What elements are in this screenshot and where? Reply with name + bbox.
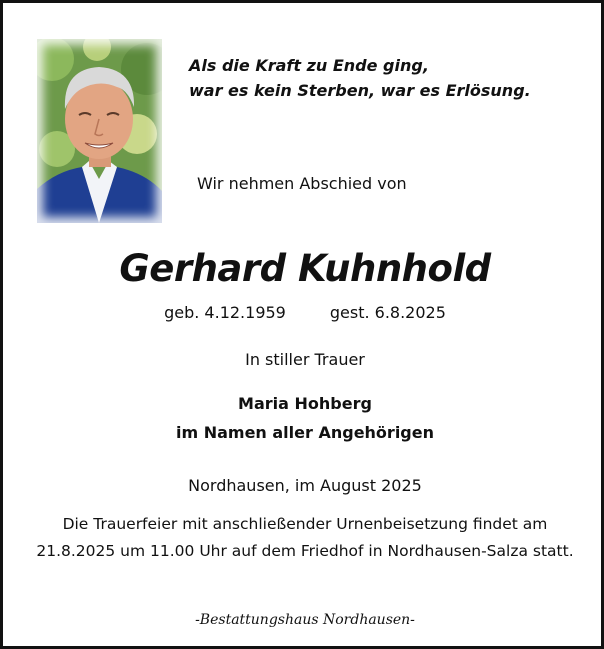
ceremony-line-1: Die Trauerfeier mit anschließender Urnenbeisetzung findet am <box>62 515 548 533</box>
mourner-name: Maria Hohberg <box>238 394 372 413</box>
birth-date: geb. 4.12.1959 <box>164 303 286 322</box>
ceremony-info <box>6 511 604 565</box>
quote <box>189 53 589 103</box>
funeral-home: -Bestattungshaus Nordhausen- <box>195 612 415 628</box>
portrait-photo-icon <box>37 39 162 223</box>
portrait-illustration <box>37 39 162 223</box>
quote-line-1: Als die Kraft zu Ende ging, <box>189 56 429 75</box>
life-dates <box>6 301 604 325</box>
place-date: Nordhausen, im August 2025 <box>188 476 422 495</box>
quote-line-2: war es kein Sterben, war es Erlösung. <box>189 81 531 100</box>
farewell-text: Wir nehmen Abschied von <box>197 174 407 193</box>
mourning-phrase: In stiller Trauer <box>245 350 365 369</box>
mourner-on-behalf: im Namen aller Angehörigen <box>175 423 434 442</box>
death-date: gest. 6.8.2025 <box>329 303 446 322</box>
ceremony-line-2: 21.8.2025 um 11.00 Uhr auf dem Friedhof in Nordhausen-Salza statt. <box>36 542 574 560</box>
deceased-name: Gerhard Kuhnhold <box>119 247 491 290</box>
